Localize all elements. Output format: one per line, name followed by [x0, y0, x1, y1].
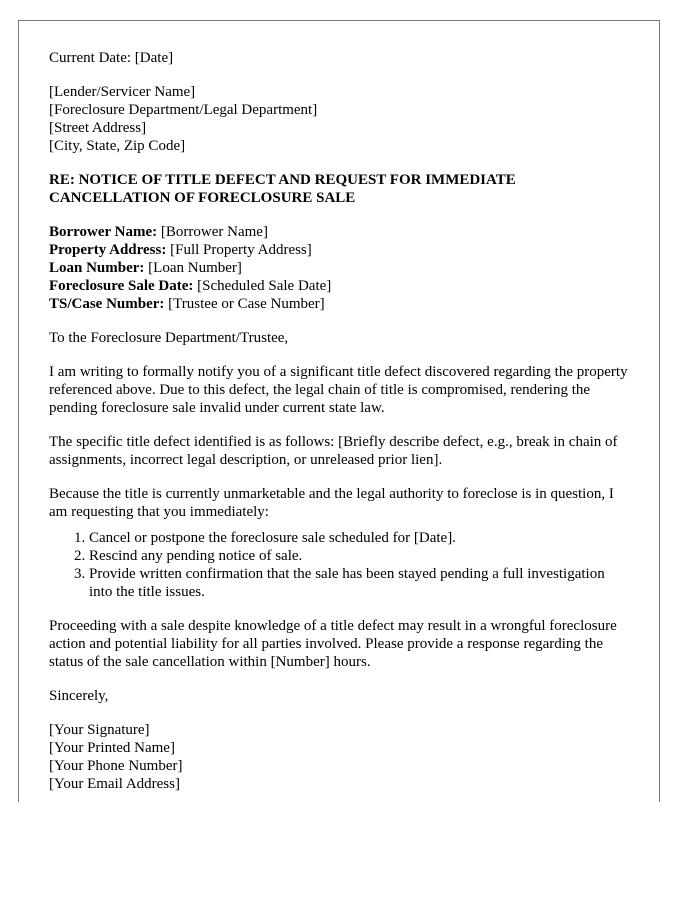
printed-name-line: [Your Printed Name] [49, 740, 175, 756]
detail-value: [Full Property Address] [166, 242, 312, 258]
letter-page [18, 20, 660, 802]
recipient-line: [Foreclosure Department/Legal Department] [49, 102, 318, 118]
detail-loan-number [49, 259, 629, 277]
detail-label: Borrower Name: [49, 224, 158, 240]
recipient-line: [Lender/Servicer Name] [49, 84, 196, 100]
detail-value: [Trustee or Case Number] [164, 296, 325, 312]
signature-block [49, 721, 629, 793]
request-list [49, 529, 629, 601]
closing: Sincerely, [49, 688, 109, 704]
paragraph-defect: The specific title defect identified is as follows: [Briefly describe defect, e.g., break in chain of assignments, incorrect legal description, or unreleased prior lien]. [49, 434, 618, 468]
detail-label: Property Address: [49, 242, 167, 258]
list-item: 3. Provide written confirmation that the sale has been stayed pending a full investigation into the title issues. [89, 565, 629, 601]
date-line [49, 49, 629, 67]
email-line: [Your Email Address] [49, 776, 180, 792]
recipient-line: [City, State, Zip Code] [49, 138, 186, 154]
subject-line-2: CANCELLATION OF FORECLOSURE SALE [49, 190, 356, 206]
detail-value: [Scheduled Sale Date] [193, 278, 332, 294]
current-date: Current Date: [Date] [49, 50, 174, 66]
subject-line-1: RE: NOTICE OF TITLE DEFECT AND REQUEST FOR IMMEDIATE [49, 172, 516, 188]
signature-line: [Your Signature] [49, 722, 150, 738]
recipient-address [49, 83, 629, 155]
loan-details [49, 223, 629, 313]
detail-borrower-name [49, 223, 629, 241]
detail-label: Loan Number: [49, 260, 145, 276]
salutation: To the Foreclosure Department/Trustee, [49, 330, 289, 346]
detail-label: TS/Case Number: [49, 296, 165, 312]
detail-label: Foreclosure Sale Date: [49, 278, 194, 294]
letter-content [49, 49, 629, 809]
detail-case-number [49, 295, 629, 313]
recipient-line: [Street Address] [49, 120, 147, 136]
paragraph-warning: Proceeding with a sale despite knowledge of a title defect may result in a wrongful foreclosure action and potential liability for all parties involved. Please provide a response regarding the status of the sale cancellation within [Number] hours. [49, 618, 617, 670]
detail-sale-date [49, 277, 629, 295]
paragraph-request: Because the title is currently unmarketable and the legal authority to foreclose is in question, I am requesting that you immediately: [49, 486, 614, 520]
list-item: 2. Rescind any pending notice of sale. [89, 547, 629, 565]
paragraph-notice: I am writing to formally notify you of a significant title defect discovered regarding the property referenced above. Due to this defect, the legal chain of title is compromised, rendering the pending foreclosure sale invalid under current state law. [49, 364, 628, 416]
detail-value: [Loan Number] [144, 260, 242, 276]
phone-line: [Your Phone Number] [49, 758, 183, 774]
subject-line [49, 171, 629, 207]
detail-value: [Borrower Name] [157, 224, 268, 240]
detail-property-address [49, 241, 629, 259]
list-item: 1. Cancel or postpone the foreclosure sale scheduled for [Date]. [89, 529, 629, 547]
